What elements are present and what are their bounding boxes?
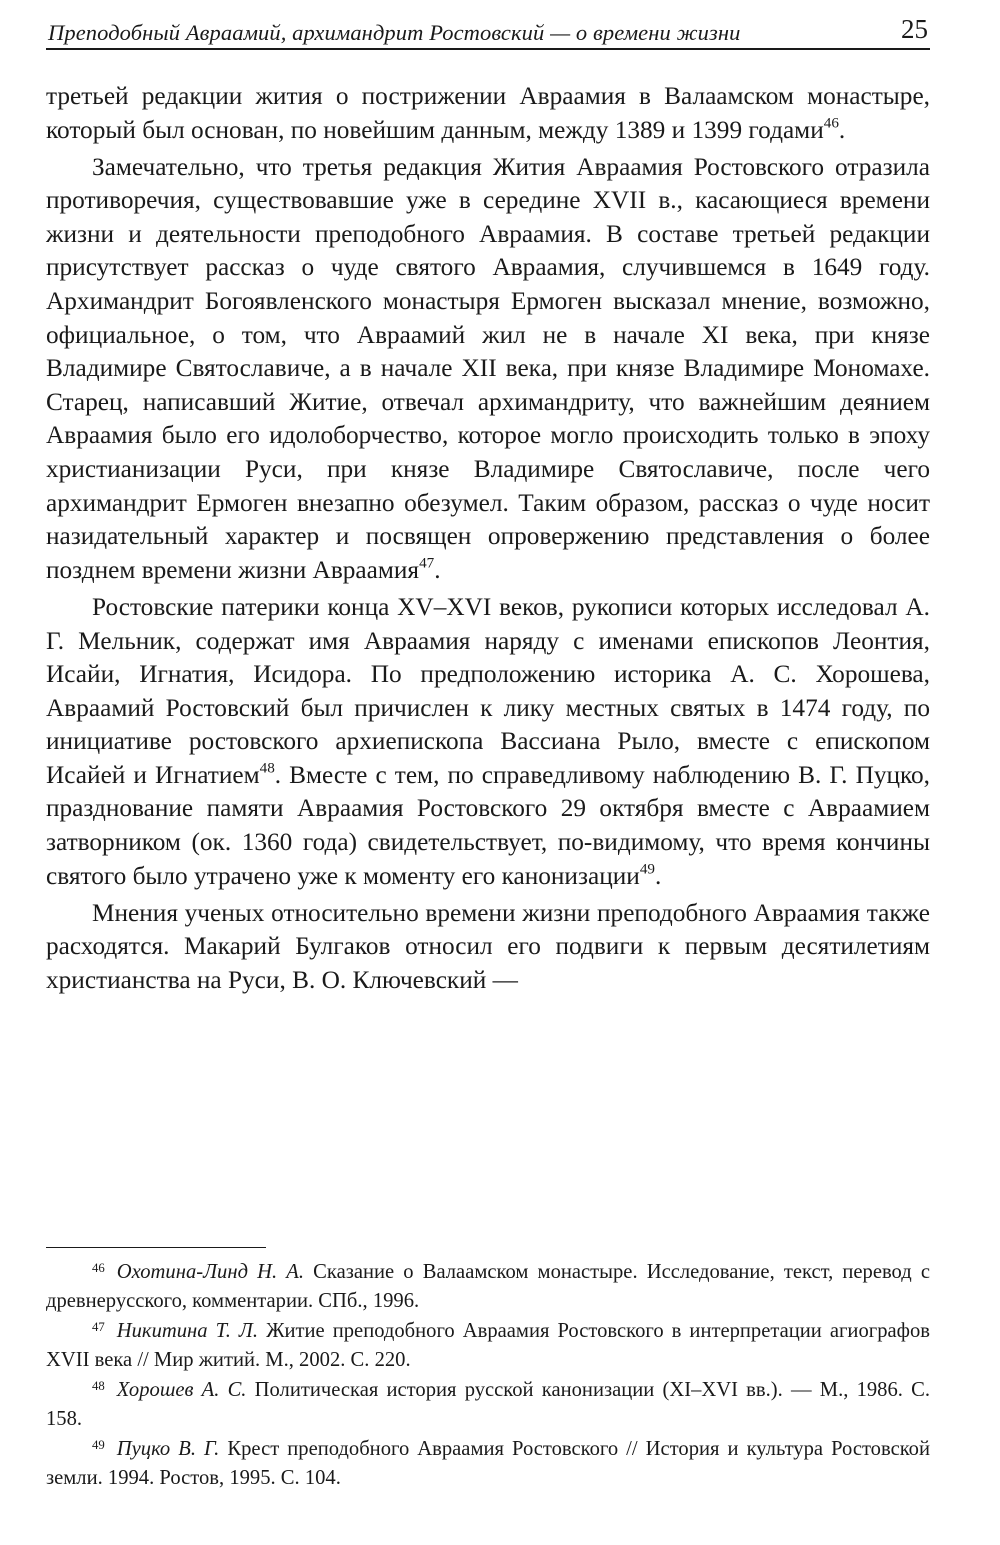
footnote-text: Политическая история русской канонизации (XI–XVI вв.). — М., 1986. С. 158. [46, 1379, 930, 1430]
paragraph-4-text: Мнения ученых относительно времени жизни преподобного Авраамия также расходятся. Макарий Булгаков относил его подвиги к первым десятилетиям христианства на Руси, В. О. Ключевский — [46, 898, 930, 994]
footnote-author: Охотина-Линд Н. А. [116, 1261, 304, 1283]
footnote-number: 48 [92, 1378, 105, 1393]
footnote-separator [46, 1247, 266, 1248]
paragraph-1: третьей редакции жития о пострижении Авраамия в Валаамском монастыре, который был основан, по новейшим данным, между 1389 и 1399 годами$^{46}$. [46, 82, 930, 144]
footnote-ref-46[interactable]: 46 [823, 113, 839, 131]
paragraph-2-text: Замечательно, что третья редакция Жития Авраамия Ростовского отразила противоречия, существовавшие уже в середине XVII в., касающиеся времени жизни и деятельности преподобного Авраамия. В составе третьей редакции присутствует рассказ о чуде святого Авраамия, случившемся в 1649 году. Архимандрит Богоявленского монастыря Ермоген высказал мнение, возможно, официальное, о том, что Авраамий жил не в начале XI века, при князе Владимире Святославиче, а в начале XII века, при князе Владимире Мономахе. Старец, написавший Житие, отвечал архимандриту, что важнейшим деянием Авраамия было его идолоборчество, которое могло происходить только в эпоху христианизации Руси, при князе Владимире Святославиче, после чего архимандрит Ермоген внезапно обезумел. Таким образом, рассказ о чуде носит назидательный характер и посвящен опровержению представления о более позднем времени жизни Авраамия [46, 152, 930, 584]
main-text [46, 80, 930, 1001]
footnote-author: Никитина Т. Л. [116, 1320, 259, 1342]
footnote-number: 46 [92, 1260, 105, 1275]
footnote-46 [46, 1258, 930, 1315]
footnote-text: Крест преподобного Авраамия Ростовского // История и культура Ростовской земли. 1994. Ростов, 1995. С. 104. [46, 1438, 931, 1489]
footnote-number: 49 [92, 1437, 105, 1452]
paragraph-2: Замечательно, что третья редакция Жития Авраамия Ростовского отразила противоречия, существовавшие уже в середине XVII в., касающиеся времени жизни и деятельности преподобного Авраамия. В составе третьей редакции присутствует рассказ о чуде святого Авраамия, случившемся в 1649 году. Архимандрит Богоявленского монастыря Ермоген высказал мнение, возможно, официальное, о том, что Авраамий жил не в начале XI века, при князе Владимире Святославиче, а в начале XII века, при князе Владимире Мономахе. Старец, написавший Житие, отвечал архимандриту, что важнейшим деянием Авраамия было его идолоборчество, которое могло происходить только в эпоху христианизации Руси, при князе Владимире Святославиче, после чего архимандрит Ермоген внезапно обезумел. Таким образом, рассказ о чуде носит назидательный характер и посвящен опровержению представления о более позднем времени жизни Авраамия$^{47}$. [46, 152, 930, 584]
footnote-48 [46, 1376, 930, 1433]
footnote-ref-49[interactable]: 49 [639, 860, 655, 878]
page-number: 25 [901, 14, 928, 44]
footnote-text: Житие преподобного Авраамия Ростовского в интерпретации агиографов XVII века // Мир житий. М., 2002. С. 220. [46, 1320, 930, 1371]
paragraph-3-text-a: Ростовские патерики конца XV–XVI веков, рукописи которых исследовал А. Г. Мельник, содержат имя Авраамия наряду с именами епископов Леонтия, Исайи, Игнатия, Исидора. По предположению историка А. С. Хорошева, Авраамий Ростовский был причислен к лику местных святых в 1474 году, по инициативе ростовского архиепископа Вассиана Рыло, вместе с епископом Исайей и Игнатием [46, 592, 930, 789]
paragraph-4 [46, 897, 930, 998]
paragraph-3-text-b: . Вместе с тем, по справедливому наблюдению В. Г. Пуцко, празднование памяти Авраамия Ростовского 29 октября вместе с Авраамием затворником (ок. 1360 года) свидетельствует, по-видимому, что время кончины святого было утрачено уже к моменту его канонизации [46, 760, 931, 890]
footnote-author: Пуцко В. Г. [116, 1438, 220, 1460]
running-title: Преподобный Авраамий, архимандрит Ростовский — о времени жизни [48, 20, 741, 45]
paragraph-1-text: третьей редакции жития о пострижении Авраамия в Валаамском монастыре, который был основан, по новейшим данным, между 1389 и 1399 годами [46, 82, 930, 144]
footnotes [46, 1258, 930, 1494]
footnote-text: Сказание о Валаамском монастыре. Исследование, текст, перевод с древнерусского, комментарии. СПб., 1996. [46, 1261, 930, 1312]
footnote-author: Хорошев А. С. [116, 1379, 247, 1401]
footnote-number: 47 [92, 1319, 105, 1334]
paragraph-3: Ростовские патерики конца XV–XVI веков, рукописи которых исследовал А. Г. Мельник, содержат имя Авраамия наряду с именами епископов Леонтия, Исайи, Игнатия, Исидора. По предположению историка А. С. Хорошева, Авраамий Ростовский был причислен к лику местных святых в 1474 году, по инициативе ростовского архиепископа Вассиана Рыло, вместе с епископом Исайей и Игнатием$^{48}$. Вместе с тем, по справедливому наблюдению В. Г. Пуцко, празднование памяти Авраамия Ростовского 29 октября вместе с Авраамием затворником (ок. 1360 года) свидетельствует, по-видимому, что время кончины святого было утрачено уже к моменту его канонизации$^{49}$. [46, 592, 931, 890]
footnote-ref-48[interactable]: 48 [259, 759, 275, 777]
book-page [46, 0, 930, 1545]
footnote-47 [46, 1317, 930, 1374]
footnote-49 [46, 1435, 930, 1492]
page-header [46, 8, 930, 50]
footnote-ref-47[interactable]: 47 [419, 554, 435, 572]
